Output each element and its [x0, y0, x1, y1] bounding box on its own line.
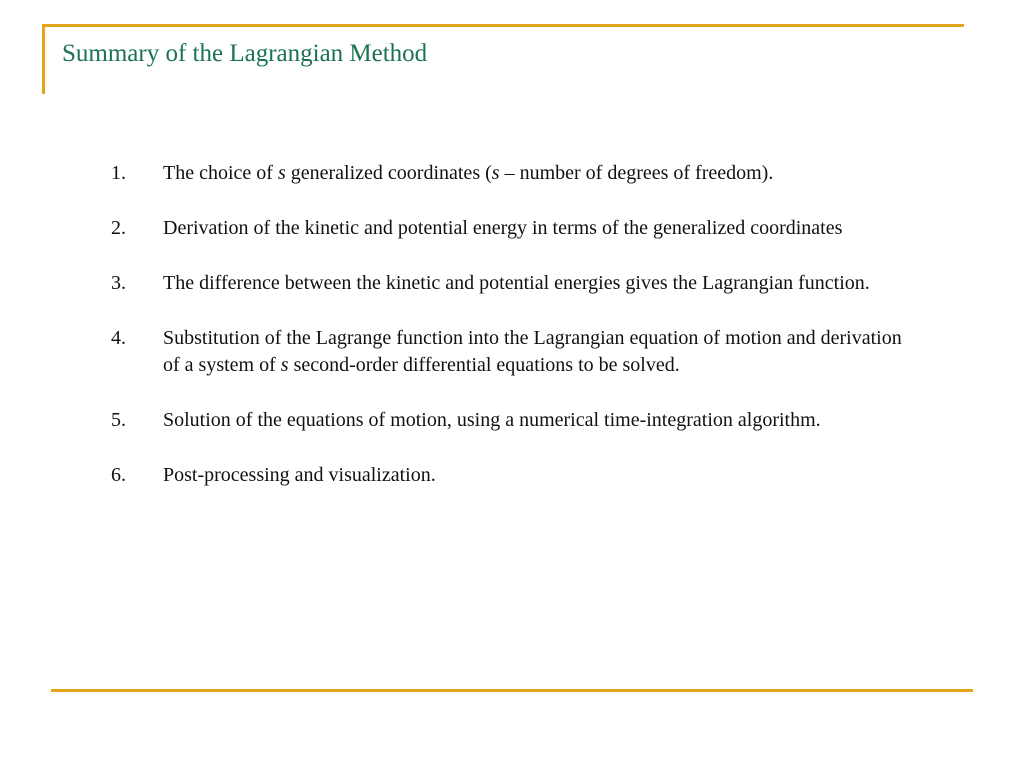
math-variable: s: [491, 162, 500, 184]
step-number: 3.: [111, 272, 126, 294]
slide-title: Summary of the Lagrangian Method: [62, 40, 428, 67]
step-text: [163, 270, 911, 297]
step-text-segment: Post-processing and visualization.: [163, 464, 436, 486]
step-text-segment: The choice of: [163, 162, 278, 184]
math-variable: s: [277, 162, 286, 184]
step-item: [111, 462, 911, 489]
step-text: [163, 407, 911, 434]
step-number: 1.: [111, 162, 126, 184]
step-item: [111, 270, 911, 297]
step-number: 6.: [111, 464, 126, 486]
math-variable: s: [280, 354, 289, 376]
step-text-segment: The difference between the kinetic and potential energies gives the Lagrangian function.: [163, 272, 870, 294]
step-item: [111, 160, 911, 187]
step-text-segment: second-order differential equations to be solved.: [288, 354, 680, 376]
step-number: 4.: [111, 327, 126, 349]
step-text: [163, 462, 911, 489]
step-number: 2.: [111, 217, 126, 239]
footer-accent-line: [51, 689, 973, 692]
step-text-segment: generalized coordinates (: [285, 162, 492, 184]
step-number: 5.: [111, 409, 126, 431]
step-text-segment: Substitution of the Lagrange function into the Lagrangian equation of motion and derivation of a system of: [163, 327, 902, 376]
step-item: [111, 325, 911, 379]
step-item: [111, 215, 911, 242]
steps-list: [111, 160, 911, 517]
title-accent-top-line: [42, 24, 964, 27]
step-text: [163, 215, 911, 242]
step-text: [163, 160, 911, 187]
step-text-segment: Solution of the equations of motion, using a numerical time-integration algorithm.: [163, 409, 821, 431]
step-text: [163, 325, 911, 379]
step-text-segment: Derivation of the kinetic and potential energy in terms of the generalized coordinates: [163, 217, 843, 239]
step-text-segment: – number of degrees of freedom).: [499, 162, 774, 184]
step-item: [111, 407, 911, 434]
title-accent-left-line: [42, 24, 45, 94]
